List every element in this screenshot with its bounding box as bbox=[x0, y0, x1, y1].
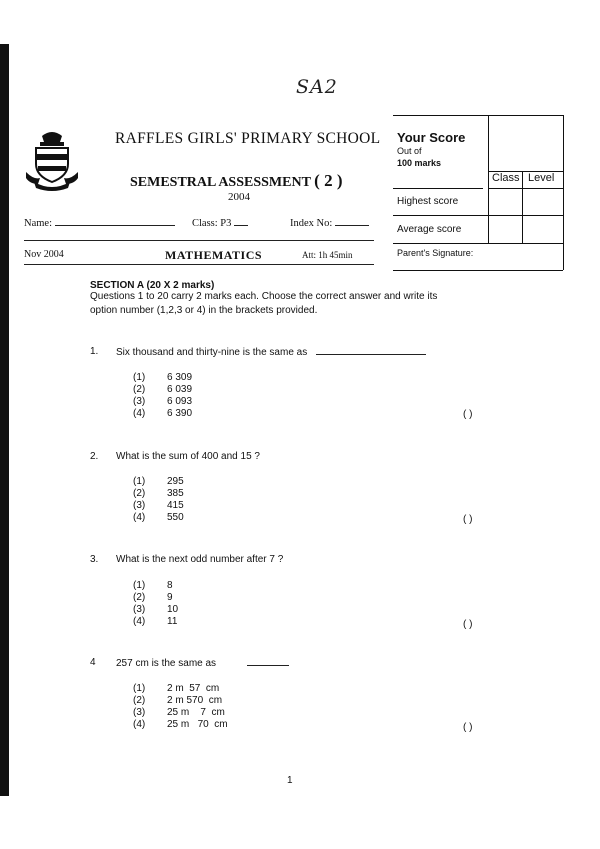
question-text bbox=[116, 346, 426, 358]
parents-signature-label: Parent's Signature: bbox=[397, 248, 474, 258]
index-field bbox=[290, 217, 369, 229]
subject-title: MATHEMATICS bbox=[165, 248, 263, 262]
question-1-text: Six thousand and thirty-nine is the same as bbox=[116, 347, 308, 358]
option: (3) 25 m 7 cm bbox=[133, 707, 225, 718]
question-2-options bbox=[133, 476, 184, 524]
name-label: Name: bbox=[24, 218, 52, 229]
answer-bracket: ( ) bbox=[463, 409, 473, 420]
option: (4) 25 m 70 cm bbox=[133, 719, 228, 730]
question-2-text: What is the sum of 400 and 15 ? bbox=[116, 451, 260, 462]
question-4-options bbox=[133, 683, 228, 731]
class-blank bbox=[234, 217, 248, 226]
instructions-line-1: Questions 1 to 20 carry 2 marks each. Choose the correct answer and write its bbox=[90, 291, 438, 302]
question-number: 4 bbox=[90, 657, 96, 668]
score-box-divider bbox=[488, 115, 490, 243]
assessment-title bbox=[130, 171, 342, 191]
score-out-of: Out of bbox=[397, 146, 422, 156]
option: (4) 6 390 bbox=[133, 408, 193, 419]
score-box-col-rule bbox=[522, 171, 524, 243]
school-crest-icon bbox=[24, 128, 80, 192]
question-number: 1. bbox=[90, 346, 99, 357]
name-field bbox=[24, 217, 175, 229]
score-max-marks: 100 marks bbox=[397, 158, 442, 168]
option: (1) 6 309 bbox=[133, 372, 193, 383]
option: (2) 2 m 570 cm bbox=[133, 695, 223, 706]
option: (3) 6 093 bbox=[133, 396, 193, 407]
class-field bbox=[192, 217, 248, 229]
assessment-year: 2004 bbox=[228, 191, 250, 203]
class-column-header: Class bbox=[492, 172, 520, 184]
scan-edge-bar bbox=[0, 44, 9, 796]
header-rule-bottom bbox=[24, 264, 374, 265]
question-number: 2. bbox=[90, 451, 99, 462]
answer-blank bbox=[247, 657, 289, 666]
question-text bbox=[116, 657, 289, 669]
option: (1) 8 bbox=[133, 580, 173, 591]
option: (2) 385 bbox=[133, 488, 184, 499]
option: (3) 10 bbox=[133, 604, 179, 615]
answer-bracket: ( ) bbox=[463, 722, 473, 733]
question-4-text: 257 cm is the same as bbox=[116, 658, 217, 669]
option: (3) 415 bbox=[133, 500, 184, 511]
question-3-text: What is the next odd number after 7 ? bbox=[116, 554, 284, 565]
average-rule bbox=[393, 215, 563, 217]
level-column-header: Level bbox=[528, 172, 555, 184]
option: (1) 295 bbox=[133, 476, 184, 487]
answer-bracket: ( ) bbox=[463, 514, 473, 525]
option: (2) 9 bbox=[133, 592, 173, 603]
signature-rule-bottom bbox=[393, 270, 563, 272]
option: (4) 550 bbox=[133, 512, 184, 523]
school-name: RAFFLES GIRLS' PRIMARY SCHOOL bbox=[115, 130, 381, 147]
index-label: Index No: bbox=[290, 218, 333, 229]
highest-score-label: Highest score bbox=[397, 196, 459, 207]
highest-rule bbox=[393, 188, 483, 190]
allotted-time: Att: 1h 45min bbox=[302, 250, 353, 260]
answer-bracket: ( ) bbox=[463, 619, 473, 630]
signature-rule-top bbox=[393, 243, 563, 245]
class-label: Class: P3 bbox=[192, 218, 232, 229]
header-rule-top bbox=[24, 240, 374, 241]
answer-blank bbox=[316, 346, 426, 355]
page-number: 1 bbox=[287, 775, 293, 786]
question-3-options bbox=[133, 580, 178, 628]
handwritten-tag: SA2 bbox=[296, 76, 338, 98]
assessment-number: ( 2 ) bbox=[314, 171, 343, 190]
section-heading: SECTION A (20 X 2 marks) bbox=[90, 280, 215, 291]
average-score-label: Average score bbox=[397, 224, 462, 235]
score-box-top bbox=[393, 115, 563, 117]
question-1-options bbox=[133, 372, 192, 420]
score-box-right bbox=[563, 115, 565, 270]
name-blank bbox=[55, 217, 175, 226]
score-box-row-rule bbox=[488, 188, 563, 190]
assessment-name: SEMESTRAL ASSESSMENT bbox=[130, 175, 311, 190]
question-number: 3. bbox=[90, 554, 99, 565]
exam-date: Nov 2004 bbox=[24, 249, 64, 260]
your-score-title: Your Score bbox=[397, 130, 466, 145]
option: (2) 6 039 bbox=[133, 384, 193, 395]
option: (4) 11 bbox=[133, 616, 178, 627]
instructions-line-2: option number (1,2,3 or 4) in the brackets provided. bbox=[90, 305, 318, 316]
section-instructions bbox=[90, 290, 510, 318]
index-blank bbox=[335, 217, 369, 226]
option: (1) 2 m 57 cm bbox=[133, 683, 220, 694]
